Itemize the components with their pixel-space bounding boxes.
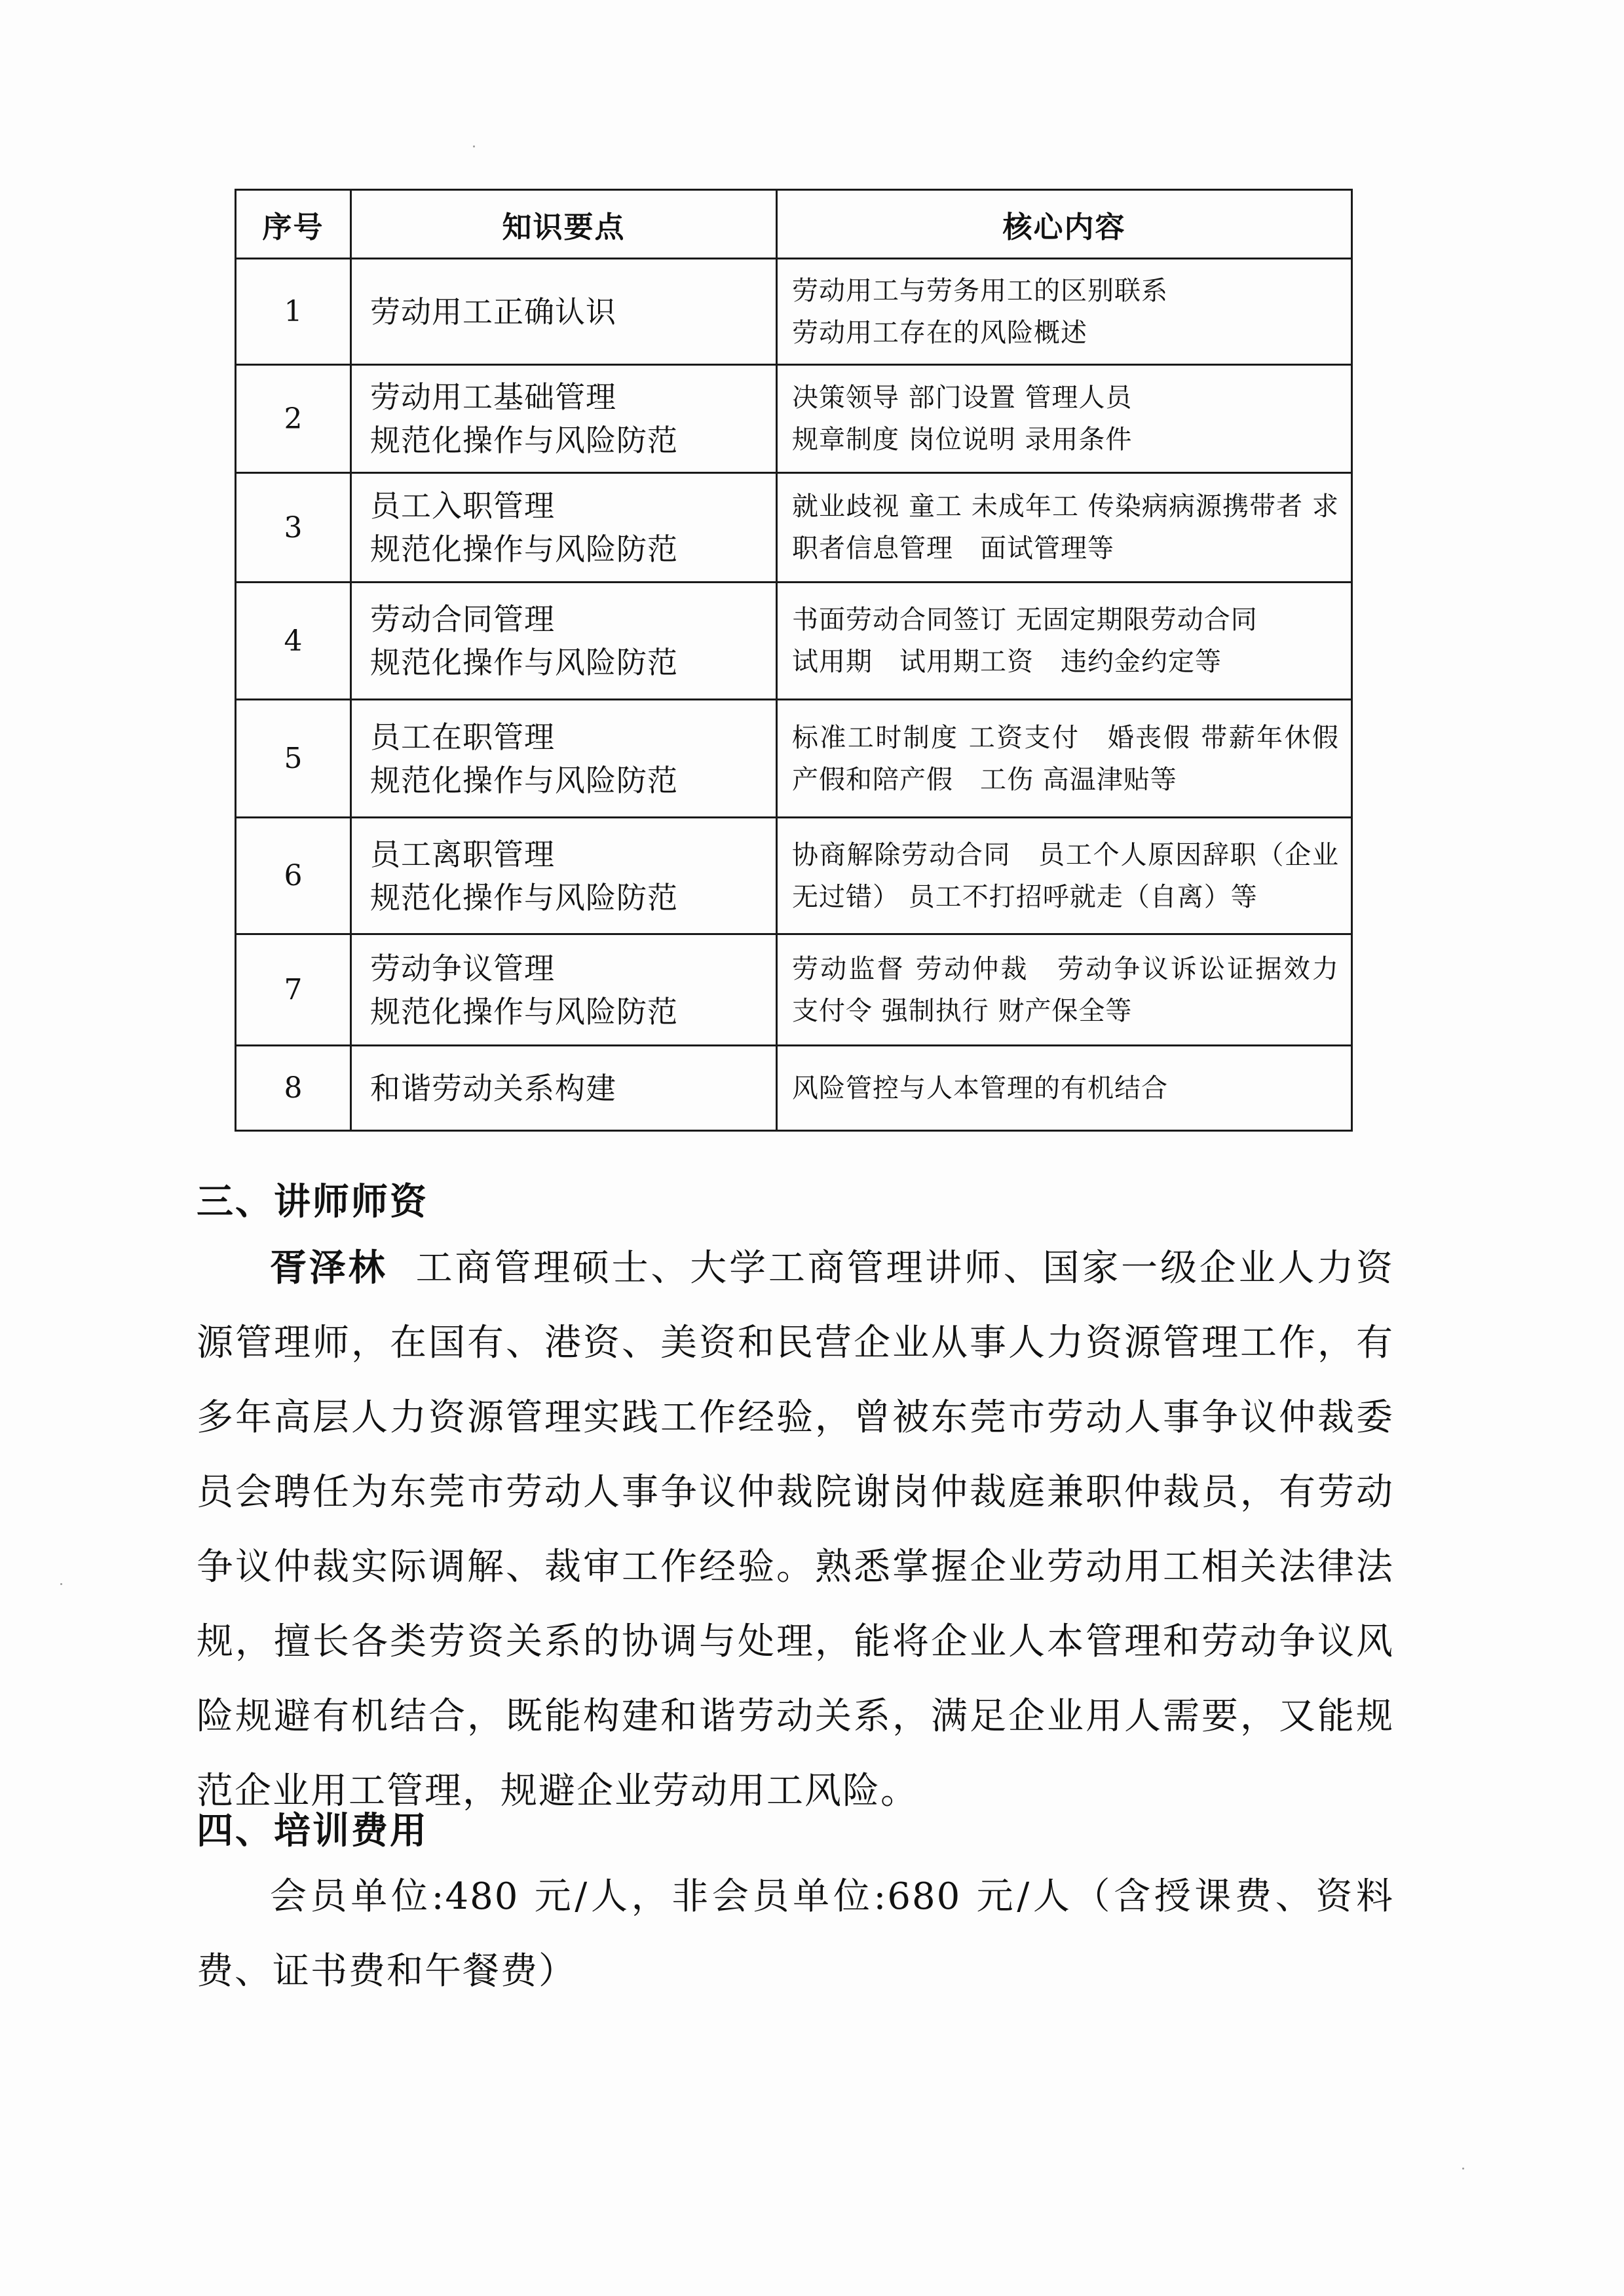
core-line: 劳动用工与劳务用工的区别联系 <box>792 275 1168 306</box>
table-row <box>236 365 1352 473</box>
topic-line: 员工离职管理 <box>370 836 555 872</box>
topic-line: 规范化操作与风险防范 <box>370 531 678 567</box>
topic-line: 规范化操作与风险防范 <box>370 645 678 680</box>
section-heading-instructor: 三、讲师师资 <box>197 1181 428 1223</box>
row-topic <box>351 365 777 473</box>
table-row <box>236 934 1352 1046</box>
row-core <box>777 818 1352 934</box>
row-topic <box>351 473 777 583</box>
core-line: 就业歧视 童工 未成年工 传染病病源携带者 求职者信息管理 面试管理等 <box>792 491 1339 564</box>
row-topic <box>351 1046 777 1131</box>
row-number: 4 <box>236 583 351 700</box>
topic-line: 和谐劳动关系构建 <box>370 1070 616 1106</box>
header-seq: 序号 <box>236 190 351 259</box>
row-number: 2 <box>236 365 351 473</box>
table-row <box>236 1046 1352 1131</box>
row-number: 7 <box>236 934 351 1046</box>
core-line: 规章制度 岗位说明 录用条件 <box>792 425 1133 455</box>
topic-line: 规范化操作与风险防范 <box>370 423 678 458</box>
topic-line: 员工入职管理 <box>370 488 555 524</box>
table-row <box>236 473 1352 583</box>
course-content-table <box>235 189 1366 1132</box>
topic-line: 劳动用工基础管理 <box>370 379 616 415</box>
topic-line: 规范化操作与风险防范 <box>370 879 678 915</box>
row-core <box>777 259 1352 365</box>
row-core <box>777 473 1352 583</box>
table-row <box>236 700 1352 818</box>
row-number: 3 <box>236 473 351 583</box>
instructor-name: 胥泽林 <box>270 1246 388 1290</box>
instructor-bio <box>197 1231 1394 1829</box>
row-number: 5 <box>236 700 351 818</box>
row-core <box>777 934 1352 1046</box>
topic-line: 劳动争议管理 <box>370 950 555 986</box>
section-heading-fees: 四、培训费用 <box>197 1810 428 1852</box>
fee-text-content: 会员单位:480 元/人，非会员单位:680 元/人（含授课费、资料费、证书费和午餐费） <box>197 1875 1394 1993</box>
table-row <box>236 583 1352 700</box>
scan-speck <box>1462 2168 1464 2170</box>
row-core <box>777 1046 1352 1131</box>
row-topic <box>351 700 777 818</box>
core-line: 试用期 试用期工资 违约金约定等 <box>792 647 1222 677</box>
row-core <box>777 700 1366 818</box>
row-topic <box>351 818 777 934</box>
scan-speck <box>473 145 475 147</box>
instructor-bio-text: 工商管理硕士、大学工商管理讲师、国家一级企业人力资源管理师，在国有、港资、美资和民营企业从事人力资源管理工作，有多年高层人力资源管理实践工作经验，曾被东莞市劳动人事争议仲裁委员会聘任为东莞市劳动人事争议仲裁院谢岗仲裁庭兼职仲裁员，有劳动争议仲裁实际调解、裁审工作经验。熟悉掌握企业劳动用工相关法律法规，擅长各类劳资关系的协调与处理，能将企业人本管理和劳动争议风险规避有机结合，既能构建和谐劳动关系，满足企业用人需要，又能规范企业用工管理，规避企业劳动用工风险。 <box>197 1247 1394 1812</box>
topic-line: 劳动合同管理 <box>370 602 555 637</box>
row-core <box>777 583 1352 700</box>
scan-speck <box>60 1583 62 1585</box>
row-topic <box>351 934 777 1046</box>
row-number: 6 <box>236 818 351 934</box>
core-line: 风险管控与人本管理的有机结合 <box>792 1073 1168 1103</box>
row-topic <box>351 259 777 365</box>
row-number: 8 <box>236 1046 351 1131</box>
core-line: 标准工时制度 工资支付 婚丧假 带薪年休假 产假和陪产假 工伤 高温津贴等 <box>792 722 1366 795</box>
fee-text <box>197 1860 1394 2009</box>
topic-line: 劳动用工正确认识 <box>370 294 616 330</box>
core-line: 协商解除劳动合同 员工个人原因辞职（企业无过错） 员工不打招呼就走（自离）等 <box>792 839 1339 912</box>
topic-line: 规范化操作与风险防范 <box>370 762 678 798</box>
core-line: 决策领导 部门设置 管理人员 <box>792 383 1133 413</box>
table-row <box>236 818 1352 934</box>
fee-indent <box>197 1875 270 1918</box>
bio-indent <box>197 1247 270 1290</box>
table-row <box>236 259 1352 365</box>
header-knowledge-points: 知识要点 <box>351 190 777 259</box>
row-topic <box>351 583 777 700</box>
header-core-content: 核心内容 <box>777 190 1352 259</box>
core-line: 劳动监督 劳动仲裁 劳动争议诉讼证据效力 支付令 强制执行 财产保全等 <box>792 953 1339 1026</box>
row-core <box>777 365 1352 473</box>
core-line: 书面劳动合同签订 无固定期限劳动合同 <box>792 605 1258 635</box>
topic-line: 员工在职管理 <box>370 719 555 755</box>
row-number: 1 <box>236 259 351 365</box>
core-line: 劳动用工存在的风险概述 <box>792 317 1087 348</box>
table-header-row <box>236 190 1352 259</box>
topic-line: 规范化操作与风险防范 <box>370 993 678 1029</box>
